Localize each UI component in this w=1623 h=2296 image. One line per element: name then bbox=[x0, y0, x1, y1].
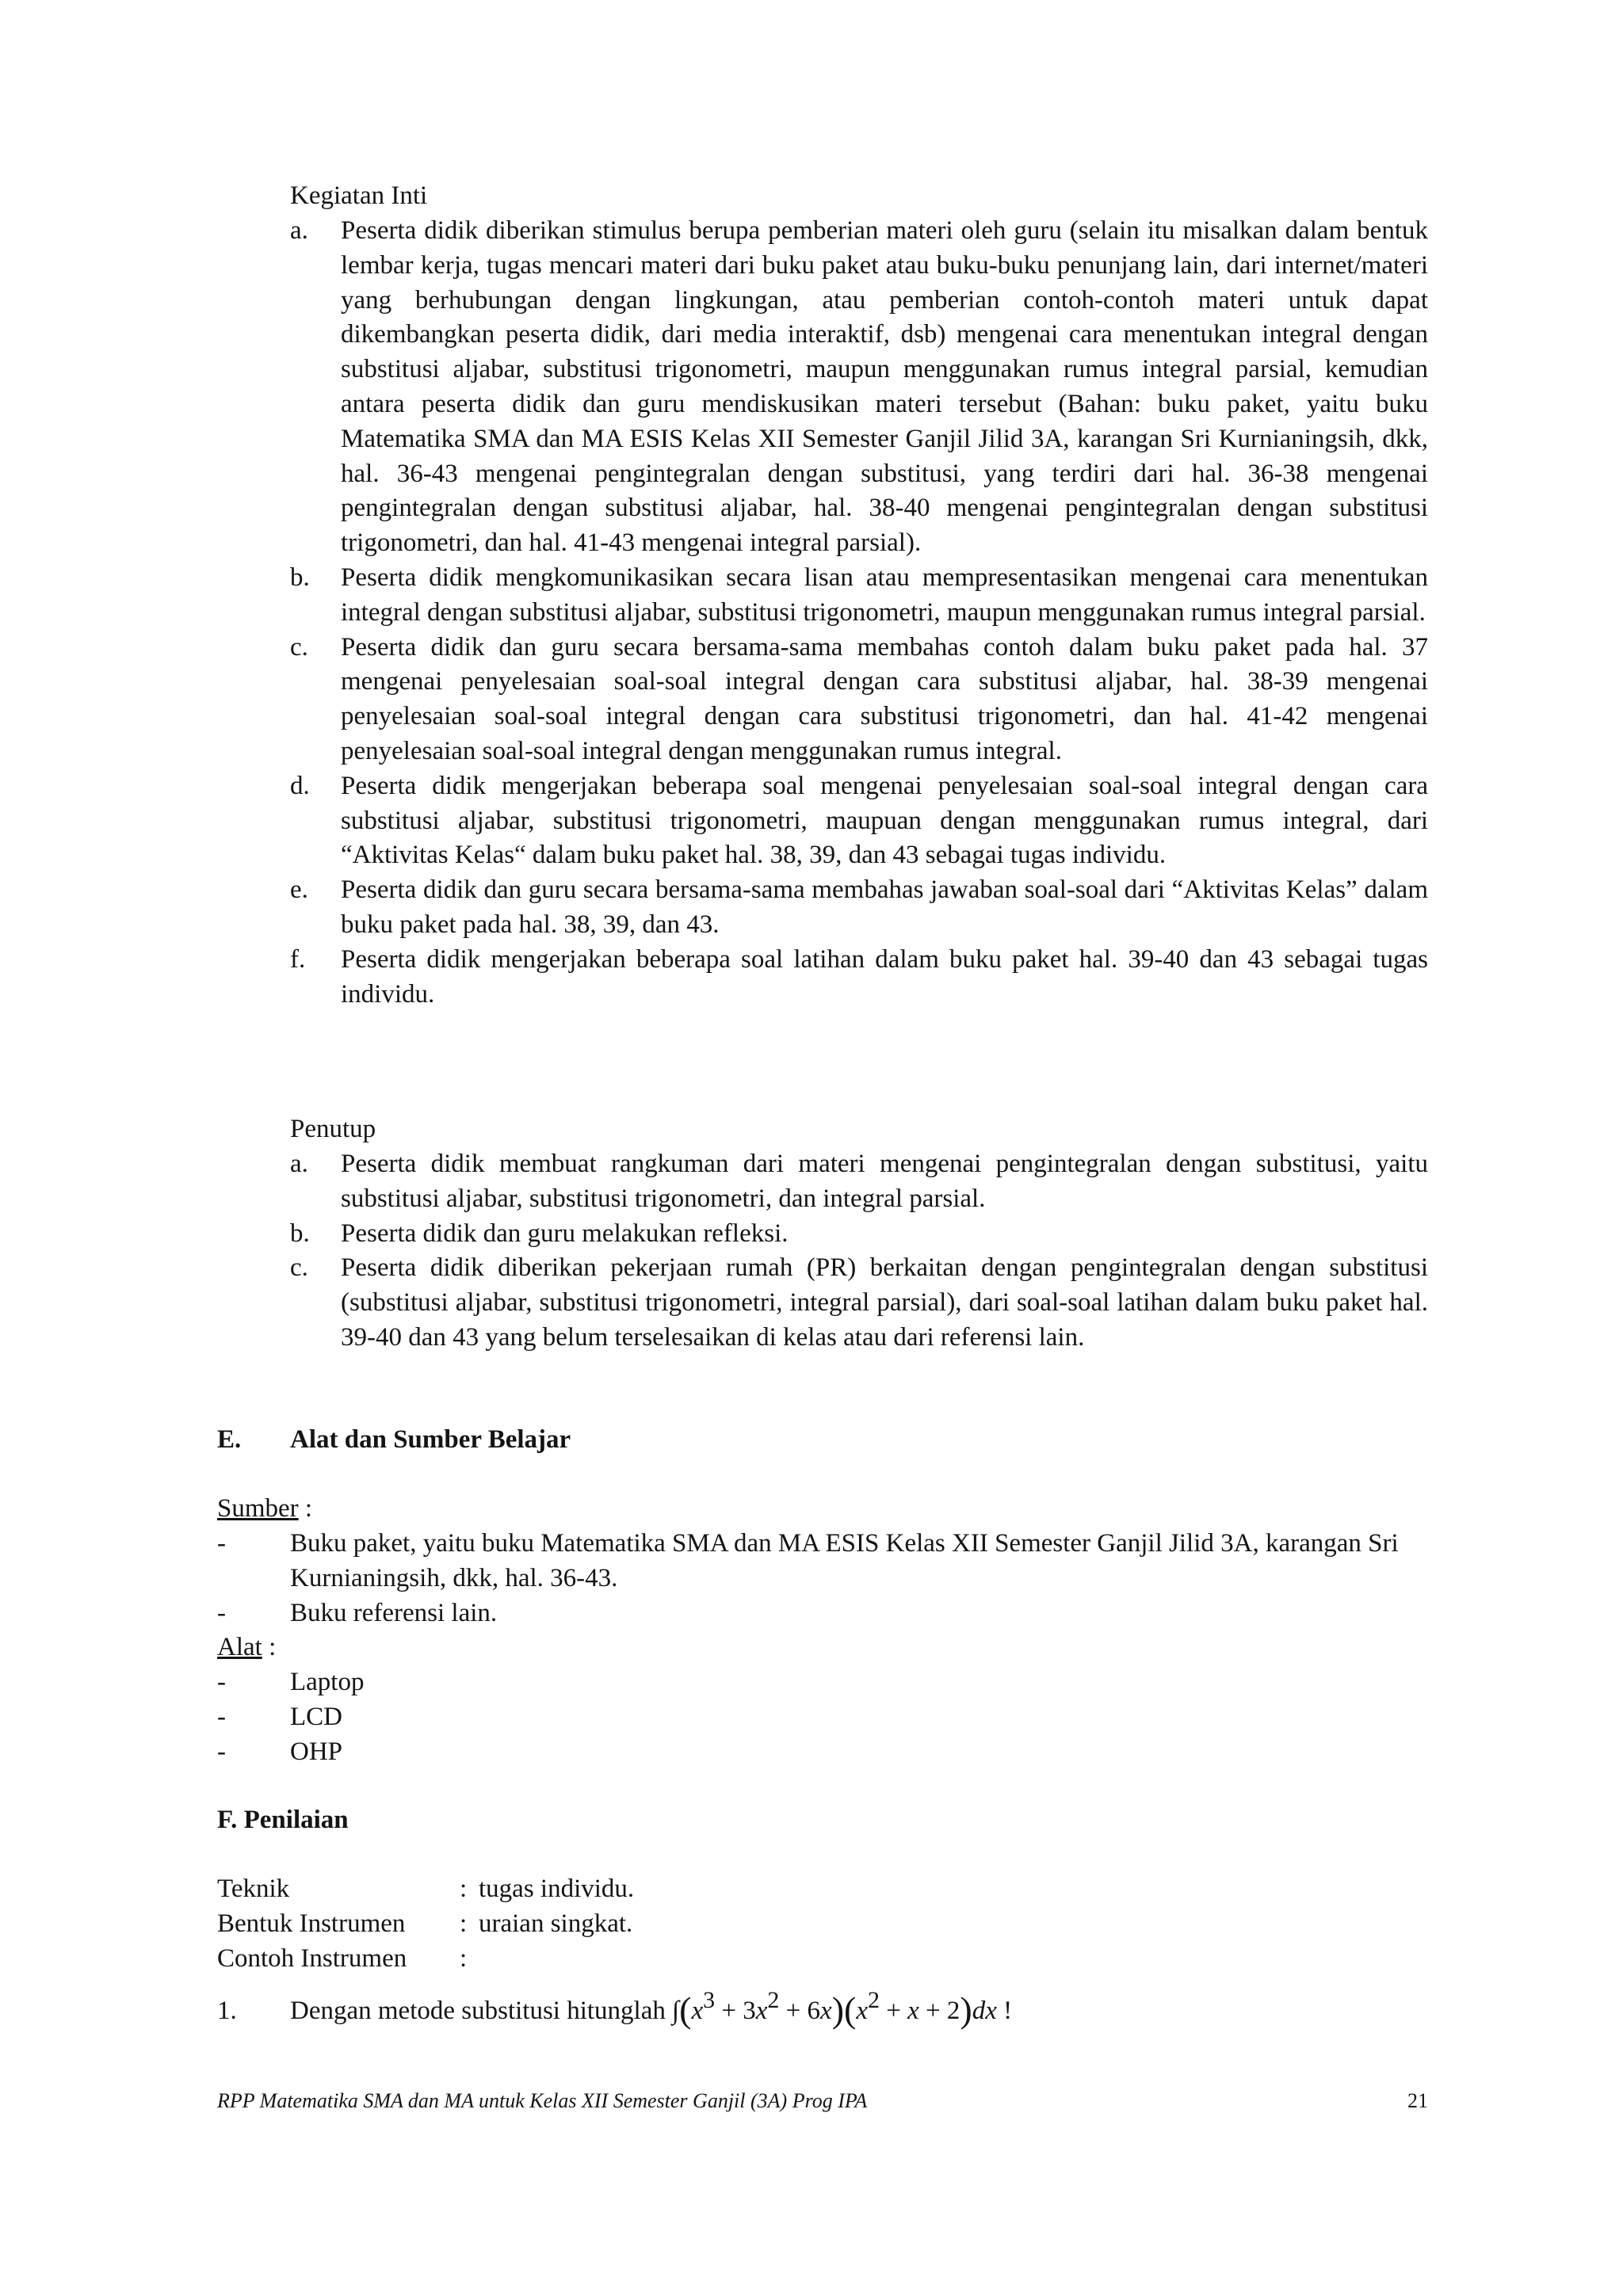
list-item bbox=[217, 1527, 1428, 1596]
penilaian-row-contoh bbox=[217, 1942, 479, 1977]
question-end: ! bbox=[1003, 1997, 1013, 2025]
alat-list bbox=[217, 1665, 1428, 1769]
penilaian-colon: : bbox=[460, 1944, 468, 1973]
dash-marker: - bbox=[217, 1598, 226, 1627]
alat-label: Alat bbox=[217, 1633, 262, 1661]
list-item-text: LCD bbox=[290, 1702, 342, 1731]
paren-open: ( bbox=[679, 1989, 692, 2030]
differential: dx bbox=[972, 1997, 997, 2025]
sumber-label-row bbox=[217, 1492, 312, 1527]
list-item-text: OHP bbox=[290, 1737, 343, 1766]
sumber-colon: : bbox=[298, 1494, 313, 1523]
integral-sign: ∫ bbox=[672, 1997, 680, 2025]
list-item bbox=[290, 873, 1428, 943]
sumber-label: Sumber bbox=[217, 1494, 299, 1523]
penutup-list bbox=[290, 1147, 1428, 1356]
alat-label-row bbox=[217, 1630, 276, 1665]
penutup-title: Penutup bbox=[290, 1115, 376, 1143]
formula-x: x bbox=[820, 1997, 832, 2025]
list-item bbox=[290, 561, 1428, 631]
list-item-text: Laptop bbox=[290, 1668, 365, 1696]
section-f-heading: F. Penilaian bbox=[217, 1806, 349, 1834]
list-marker: f. bbox=[290, 944, 306, 974]
penilaian-row-bentuk bbox=[217, 1907, 632, 1942]
exponent: 2 bbox=[868, 1987, 880, 2013]
list-item-text: Peserta didik mengerjakan beberapa soal latihan dalam buku paket hal. 39-40 dan 43 sebagai tugas individu. bbox=[341, 944, 1428, 1009]
formula-x: x bbox=[691, 1997, 704, 2025]
list-item-text: Buku referensi lain. bbox=[290, 1598, 498, 1627]
penilaian-value: tugas individu. bbox=[479, 1875, 635, 1903]
list-marker: c. bbox=[290, 1253, 308, 1283]
penilaian-key: Contoh Instrumen bbox=[217, 1944, 407, 1973]
list-item-text: Peserta didik mengerjakan beberapa soal mengenai penyelesaian soal-soal integral dengan cara substitusi aljabar, substitusi trigonometri, maupuan dengan menggunakan rumus integral, dari “Aktivitas Kelas“ dalam buku paket hal. 38, 39, dan 43 sebagai tugas individu. bbox=[341, 771, 1428, 870]
formula-x: x bbox=[907, 1997, 919, 2025]
dash-marker: - bbox=[217, 1668, 226, 1696]
penilaian-key: Teknik bbox=[217, 1875, 290, 1903]
list-item-text: Peserta didik mengkomunikasikan secara lisan atau mempresentasikan mengenai cara menentukan integral dengan substitusi aljabar, substitusi trigonometri, maupun menggunakan rumus integral parsial. bbox=[341, 563, 1428, 627]
list-item bbox=[290, 1217, 1428, 1252]
list-item-text: Peserta didik dan guru secara bersama-sama membahas contoh dalam buku paket pada hal. 37 mengenai penyelesaian soal-soal integral dengan cara substitusi aljabar, hal. 38-39 mengenai penyelesaian soal-soal integral dengan cara substitusi trigonometri, dan hal. 41-42 mengenai penyelesaian soal-soal integral dengan menggunakan rumus integral. bbox=[341, 632, 1428, 765]
list-item-text: Peserta didik membuat rangkuman dari materi mengenai pengintegralan dengan substitusi, yaitu substitusi aljabar, substitusi trigonometri, dan integral parsial. bbox=[341, 1150, 1428, 1213]
plus-sign: + bbox=[785, 1997, 801, 2025]
list-item bbox=[217, 1665, 1428, 1700]
exponent: 3 bbox=[703, 1987, 716, 2013]
kegiatan-inti-list bbox=[290, 214, 1428, 1012]
plus-sign: + bbox=[886, 1997, 901, 2025]
penilaian-colon: : bbox=[460, 1909, 468, 1938]
dash-marker: - bbox=[217, 1702, 226, 1731]
section-e-heading bbox=[217, 1423, 571, 1458]
section-e-number: E. bbox=[217, 1425, 242, 1454]
paren-open: ( bbox=[844, 1989, 857, 2030]
penilaian-row-teknik bbox=[217, 1872, 634, 1907]
integral-formula bbox=[672, 1987, 1003, 2030]
penilaian-colon: : bbox=[460, 1875, 468, 1903]
exponent: 2 bbox=[767, 1987, 780, 2013]
formula-x: x bbox=[856, 1997, 869, 2025]
plus-sign: + bbox=[721, 1997, 737, 2025]
question-row bbox=[217, 1983, 1012, 2029]
list-item-text: Peserta didik dan guru melakukan refleksi. bbox=[341, 1219, 789, 1248]
list-marker: d. bbox=[290, 771, 310, 800]
paren-close: ) bbox=[960, 1989, 972, 2030]
dash-marker: - bbox=[217, 1529, 226, 1558]
list-item bbox=[290, 631, 1428, 769]
list-item bbox=[217, 1596, 1428, 1631]
footer-title: RPP Matematika SMA dan MA untuk Kelas XII Semester Ganjil (3A) Prog IPA bbox=[217, 2089, 868, 2112]
section-e-title: Alat dan Sumber Belajar bbox=[290, 1425, 571, 1454]
list-item-text: Buku paket, yaitu buku Matematika SMA dan MA ESIS Kelas XII Semester Ganjil Jilid 3A, karangan Sri Kurnianingsih, dkk, hal. 36-43. bbox=[290, 1529, 1399, 1592]
list-item bbox=[217, 1700, 1428, 1735]
list-marker: b. bbox=[290, 1219, 310, 1248]
list-item bbox=[217, 1735, 1428, 1770]
list-item-text: Peserta didik diberikan stimulus berupa pemberian materi oleh guru (selain itu misalkan dalam bentuk lembar kerja, tugas mencari materi dari buku paket atau buku-buku penunjang lain, dari internet/materi yang berhubungan dengan lingkungan, atau pemberian contoh-contoh materi untuk dapat dikembangkan peserta didik, dari media interaktif, dsb) mengenai cara menentukan integral dengan substitusi aljabar, substitusi trigonometri, maupun menggunakan rumus integral parsial, kemudian antara peserta didik dan guru mendiskusikan materi tersebut (Bahan: buku paket, yaitu buku Matematika SMA dan MA ESIS Kelas XII Semester Ganjil Jilid 3A, karangan Sri Kurnianingsih, dkk, hal. 36-43 mengenai pengintegralan dengan substitusi, yang terdiri dari hal. 36-38 mengenai pengintegralan dengan substitusi aljabar, hal. 38-40 mengenai pengintegralan dengan substitusi trigonometri, dan hal. 41-43 mengenai integral parsial). bbox=[341, 216, 1428, 558]
kegiatan-inti-title: Kegiatan Inti bbox=[290, 181, 428, 210]
coefficient: 6 bbox=[807, 1997, 821, 2025]
question-text: Dengan metode substitusi hitunglah bbox=[290, 1997, 666, 2025]
question-number: 1. bbox=[217, 1997, 237, 2025]
plus-sign: + bbox=[926, 1997, 941, 2025]
list-marker: b. bbox=[290, 563, 310, 592]
page-footer bbox=[217, 2088, 1428, 2114]
dash-marker: - bbox=[217, 1737, 226, 1766]
list-item bbox=[290, 1251, 1428, 1355]
formula-x: x bbox=[755, 1997, 768, 2025]
list-marker: a. bbox=[290, 216, 308, 245]
page-number: 21 bbox=[1407, 2089, 1428, 2112]
list-item-text: Peserta didik diberikan pekerjaan rumah (PR) berkaitan dengan pengintegralan dengan substitusi (substitusi aljabar, substitusi trigonometri, integral parsial), dari soal-soal latihan dalam buku paket hal. 39-40 dan 43 yang belum terselesaikan di kelas atau dari referensi lain. bbox=[341, 1253, 1428, 1352]
list-marker: c. bbox=[290, 632, 308, 662]
constant: 2 bbox=[946, 1997, 960, 2025]
penilaian-key: Bentuk Instrumen bbox=[217, 1909, 406, 1938]
coefficient: 3 bbox=[743, 1997, 756, 2025]
paren-close: ) bbox=[831, 1989, 845, 2030]
list-marker: a. bbox=[290, 1150, 308, 1178]
list-item bbox=[290, 214, 1428, 561]
list-item bbox=[290, 1147, 1428, 1217]
list-item bbox=[290, 943, 1428, 1013]
list-item-text: Peserta didik dan guru secara bersama-sama membahas jawaban soal-soal dari “Aktivitas Kelas” dalam buku paket pada hal. 38, 39, dan 43. bbox=[341, 875, 1428, 939]
penilaian-value: uraian singkat. bbox=[479, 1909, 633, 1938]
list-item bbox=[290, 769, 1428, 873]
alat-colon: : bbox=[262, 1633, 277, 1661]
sumber-list bbox=[217, 1527, 1428, 1630]
list-marker: e. bbox=[290, 875, 308, 905]
